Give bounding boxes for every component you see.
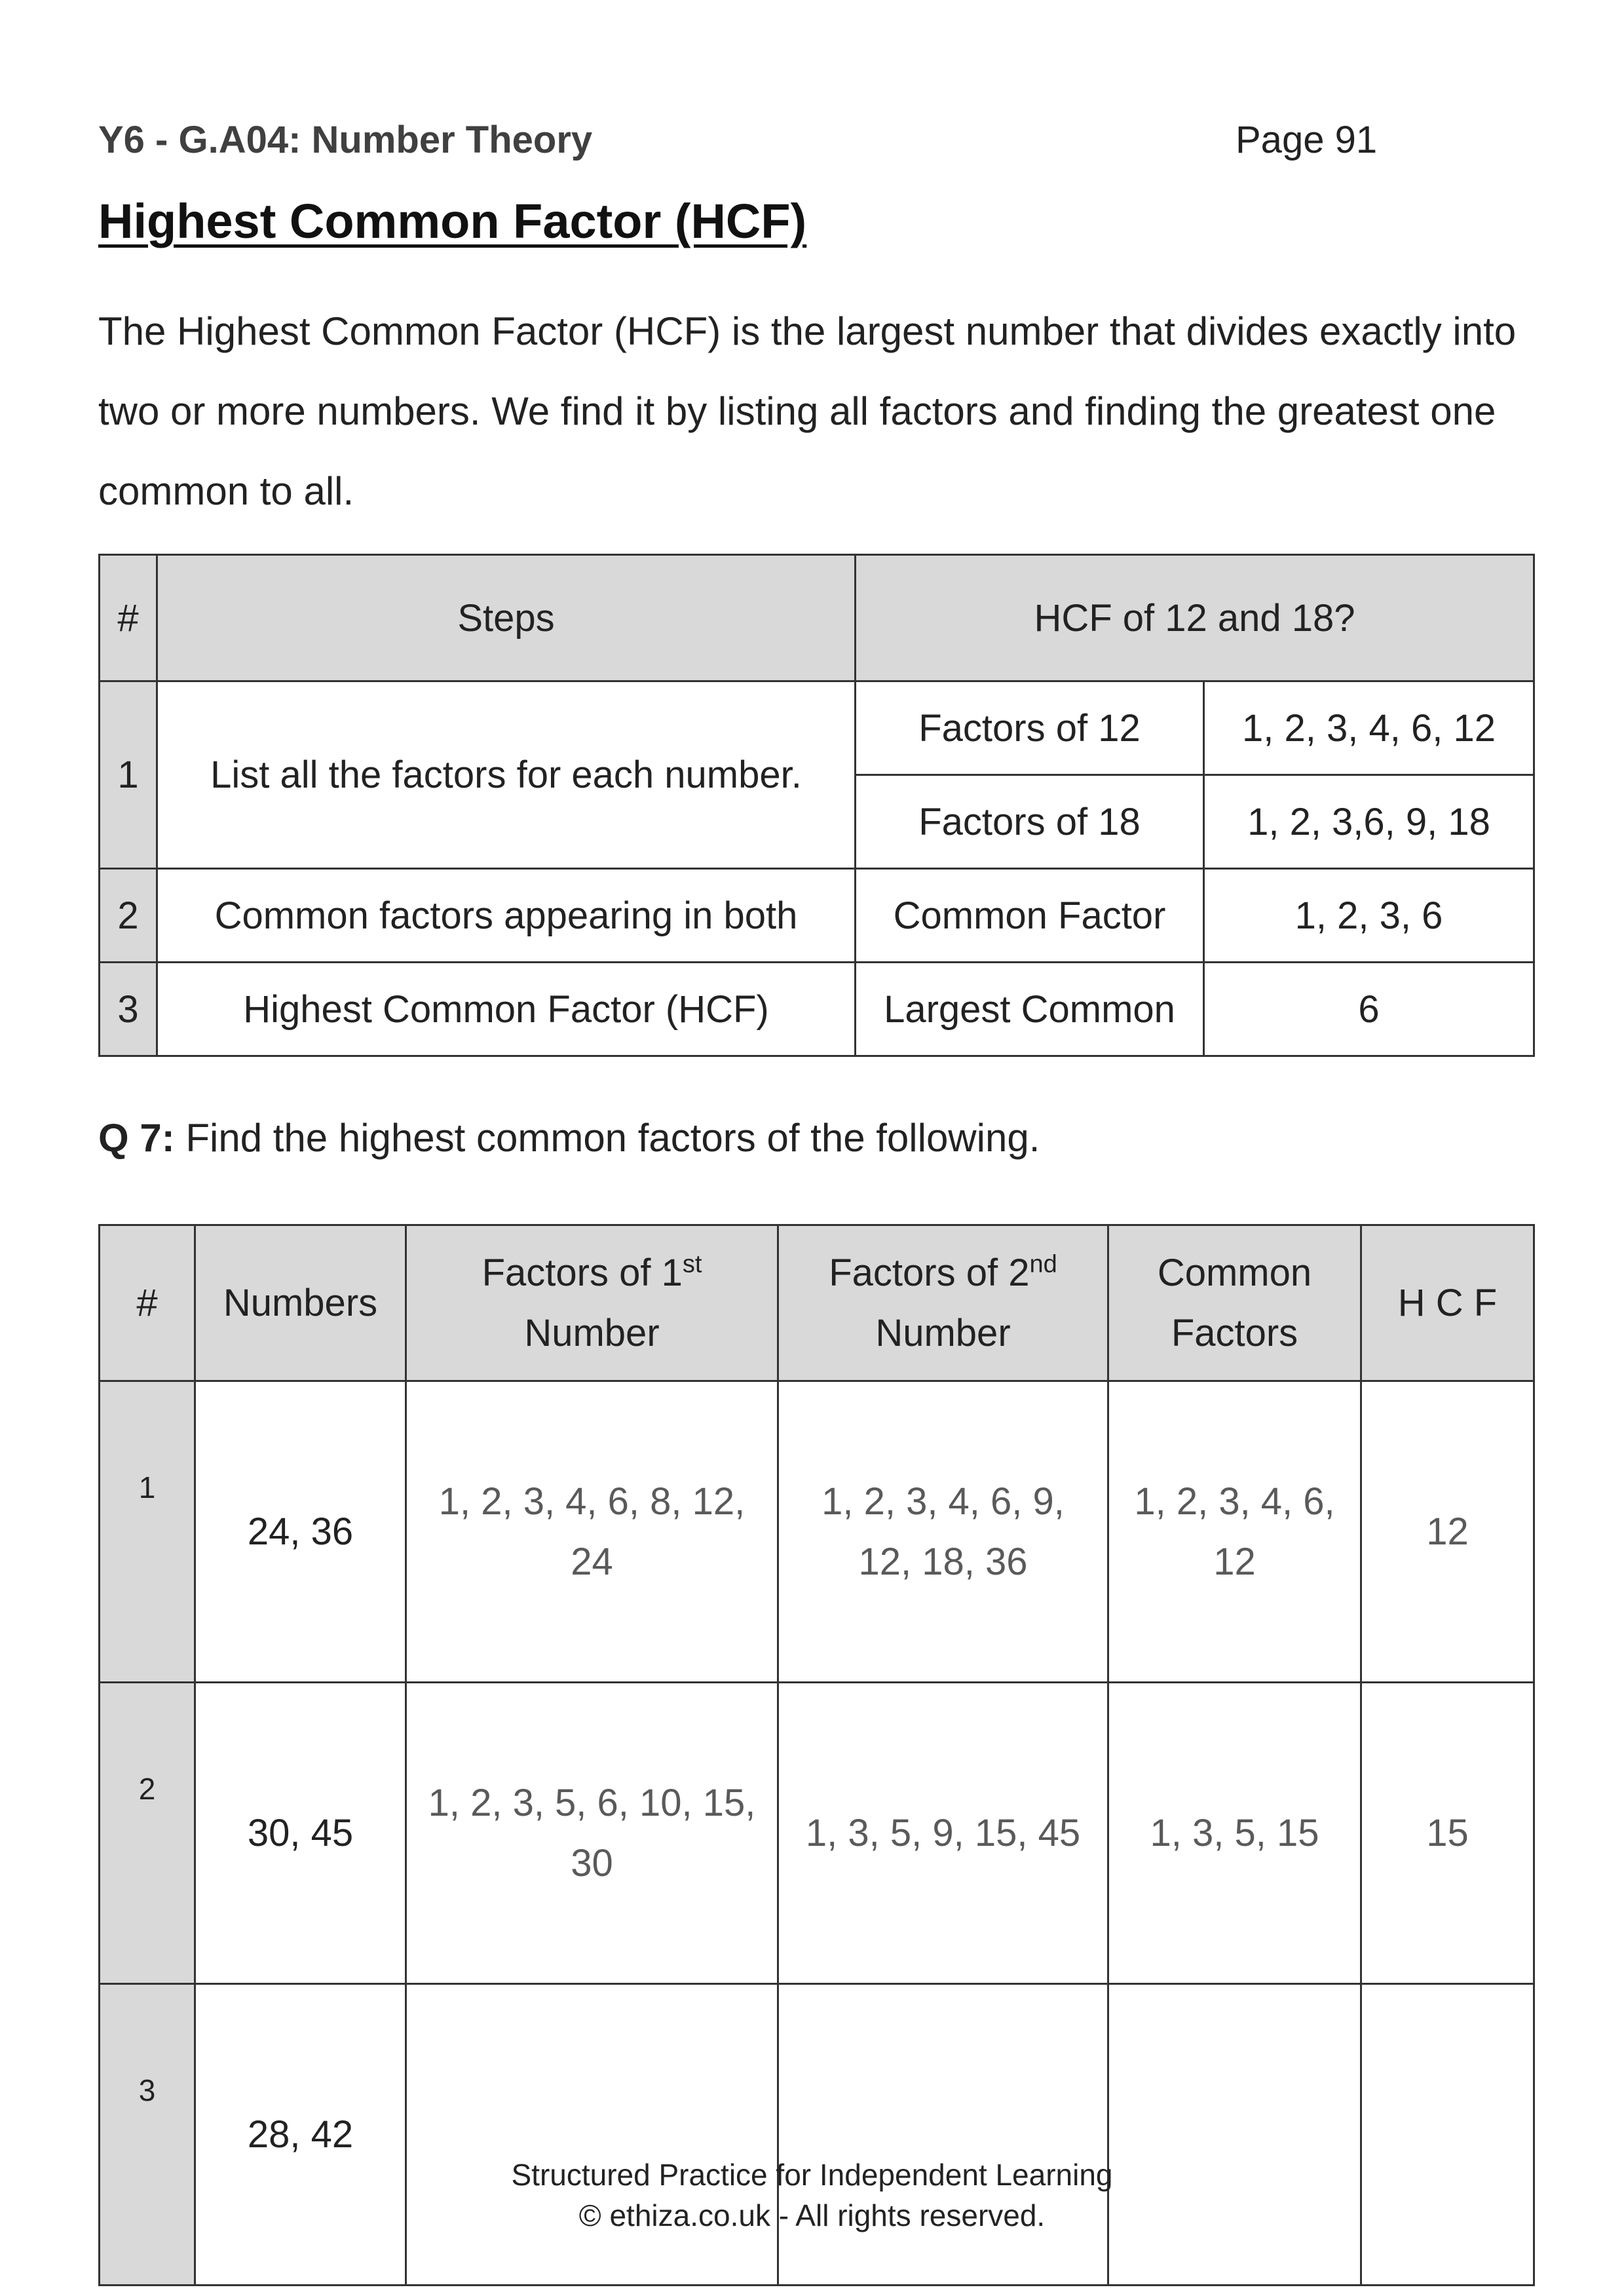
footer [0,2154,1624,2236]
row-factors-first[interactable] [406,1984,778,2286]
row-factors-second[interactable] [778,1984,1108,2286]
example-row-step: List all the factors for each number. [157,681,856,869]
example-row-value: 1, 2, 3,6, 9, 18 [1204,775,1534,869]
footer-tagline: Structured Practice for Independent Learning [511,2158,1113,2192]
row-numbers: 24, 36 [195,1381,406,1683]
example-row [100,681,1534,775]
row-numbers: 28, 42 [195,1984,406,2286]
row-factors-first[interactable]: 1, 2, 3, 4, 6, 8, 12, 24 [406,1381,778,1683]
example-table [98,554,1535,1057]
example-row [100,963,1534,1056]
row-factors-second[interactable]: 1, 3, 5, 9, 15, 45 [778,1683,1108,1984]
table-row [100,1984,1534,2286]
example-row-num: 2 [100,869,157,963]
example-row-label: Common Factor [856,869,1204,963]
example-row-step: Highest Common Factor (HCF) [157,963,856,1056]
footer-copyright: © ethiza.co.uk - All rights reserved. [578,2198,1046,2232]
page-number: Page 91 [1236,119,1378,161]
unit-label: Y6 - G.A04: Number Theory [98,119,593,161]
row-hcf[interactable]: 15 [1361,1683,1534,1984]
example-row-value: 1, 2, 3, 4, 6, 12 [1204,681,1534,775]
page-title: Highest Common Factor (HCF) [98,194,807,248]
question-table [98,1224,1535,2286]
example-row-value: 1, 2, 3, 6 [1204,869,1534,963]
header-factors-first: Factors of 1st Number [406,1225,778,1381]
example-row-num: 1 [100,681,157,869]
example-header-question: HCF of 12 and 18? [856,555,1534,681]
example-row-value: 6 [1204,963,1534,1056]
header-common-factors: Common Factors [1108,1225,1361,1381]
example-header-row [100,555,1534,681]
header-hcf: H C F [1361,1225,1534,1381]
table-row [100,1683,1534,1984]
example-row-num: 3 [100,963,157,1056]
example-header-num: # [100,555,157,681]
row-factors-first[interactable]: 1, 2, 3, 5, 6, 10, 15, 30 [406,1683,778,1984]
row-num: 1 [100,1381,195,1683]
example-row-label: Largest Common [856,963,1204,1056]
question-label: Q 7: [98,1116,175,1160]
intro-paragraph: The Highest Common Factor (HCF) is the largest number that divides exactly into two or more numbers. We find it by listing all factors and finding the greatest one common to all. [98,309,1517,513]
row-common-factors[interactable] [1108,1984,1361,2286]
row-num: 2 [100,1683,195,1984]
header-factors-second: Factors of 2nd Number [778,1225,1108,1381]
header-numbers: Numbers [195,1225,406,1381]
question-text: Find the highest common factors of the following. [174,1116,1040,1160]
row-common-factors[interactable]: 1, 3, 5, 15 [1108,1683,1361,1984]
example-row-label: Factors of 18 [856,775,1204,869]
row-numbers: 30, 45 [195,1683,406,1984]
example-row-label: Factors of 12 [856,681,1204,775]
row-hcf[interactable]: 12 [1361,1381,1534,1683]
example-header-steps: Steps [157,555,856,681]
row-common-factors[interactable]: 1, 2, 3, 4, 6, 12 [1108,1381,1361,1683]
row-num: 3 [100,1984,195,2286]
question-header-row [100,1225,1534,1381]
row-hcf[interactable] [1361,1984,1534,2286]
example-row-step: Common factors appearing in both [157,869,856,963]
header-num: # [100,1225,195,1381]
example-row [100,869,1534,963]
table-row [100,1381,1534,1683]
row-factors-second[interactable]: 1, 2, 3, 4, 6, 9, 12, 18, 36 [778,1381,1108,1683]
question-prompt [98,1115,1040,1160]
